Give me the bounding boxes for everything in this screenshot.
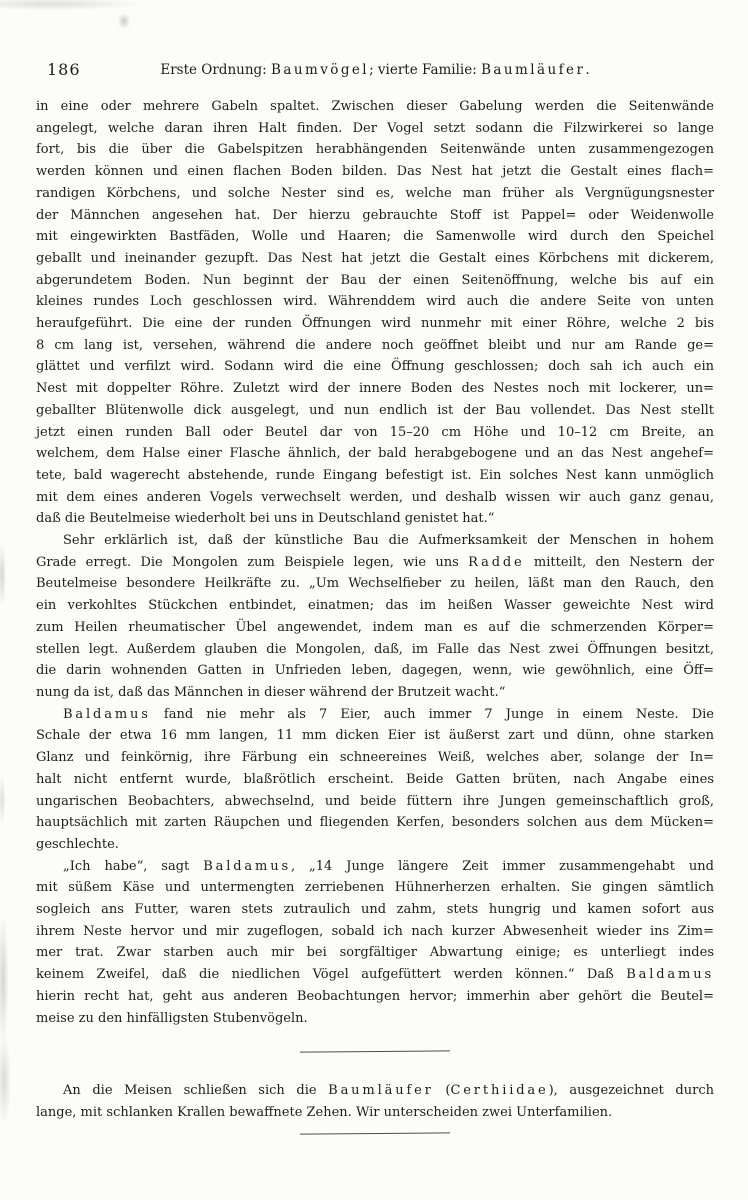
text-line: 8 cm lang ist, versehen, während die andere noch geöffnet bleibt und nur am Rande ge=	[36, 337, 714, 353]
text-line: in eine oder mehrere Gabeln spaltet. Zwischen dieser Gabelung werden die Seitenwände	[36, 99, 714, 114]
spaced-name: Baldamus	[626, 967, 714, 983]
text-line: randigen Körbchens, und solche Nester sind es, welche man früher als Vergnügungsnester	[36, 185, 714, 201]
spaced-name: Baumvögel	[271, 62, 370, 78]
paragraph	[36, 856, 714, 1030]
paragraph	[36, 1080, 714, 1124]
text-line: glättet und verfilzt wird. Sodann wird die eine Öffnung geschlossen; doch sah ich auch ein	[36, 359, 714, 375]
text-line: Grade erregt. Die Mongolen zum Beispiele legen, wie uns Radde mitteilt, den Nestern der	[36, 554, 714, 570]
text-line: mit dem eines anderen Vogels verwechselt werden, und deshalb wissen wir auch ganz genau,	[36, 489, 714, 505]
text-line: Baldamus fand nie mehr als 7 Eier, auch immer 7 Junge in einem Neste. Die	[63, 706, 714, 722]
text-line: mer trat. Zwar starben auch mir bei sorgfältiger Abwartung einige; es unterliegt indes	[36, 945, 714, 961]
text-line: Beutelmeise besondere Heilkräfte zu. „Um Wechselfieber zu heilen, läßt man den Rauch, den	[36, 576, 714, 592]
text-line: tete, bald wagerecht abstehende, runde Eingang befestigt ist. Ein solches Nest kann unmöglich	[36, 467, 714, 483]
text-line: ein verkohltes Stückchen entbindet, einatmen; das im heißen Wasser geweichte Nest wird	[36, 598, 714, 614]
text-line: „Ich habe“, sagt Baldamus, „14 Junge längere Zeit immer zusammengehabt und	[63, 858, 714, 874]
spaced-name: Radde	[468, 554, 525, 570]
page-masthead	[36, 60, 714, 84]
text-line: mit eingewirkten Bastfäden, Wolle und Haaren; die Samenwolle wird durch den Speichel	[36, 229, 714, 245]
text-line: der Männchen angesehen hat. Der hierzu gebrauchte Stoff ist Pappel= oder Weidenwolle	[36, 207, 714, 223]
text-line: nung da ist, daß das Männchen in dieser während der Brutzeit wacht.“	[36, 684, 506, 700]
text-line: hauptsächlich mit zarten Räupchen und fliegenden Kerfen, besonders solchen aus dem Mücken=	[36, 815, 714, 831]
text-line: Glanz und feinkörnig, ihre Färbung ein schneereines Weiß, welches aber, solange der In=	[36, 750, 714, 766]
text-line: Sehr erklärlich ist, daß der künstliche Bau die Aufmerksamkeit der Menschen in hohem	[63, 533, 714, 549]
text-line: hierin recht hat, geht aus anderen Beobachtungen hervor; immerhin aber gehört die Beutel=	[36, 988, 714, 1004]
text-line: die darin wohnenden Gatten in Unfrieden leben, dagegen, wenn, wie gewöhnlich, eine Öff=	[36, 663, 714, 679]
text-line: stellen legt. Außerdem glauben die Mongolen, daß, im Falle das Nest zwei Öffnungen besitzt,	[36, 641, 714, 657]
text-line: zum Heilen rheumatischer Übel angewendet, indem man es auf die schmerzenden Körper=	[36, 619, 714, 635]
paragraph	[36, 96, 714, 530]
text-line: An die Meisen schließen sich die Baumläufer (Certhiidae), ausgezeichnet durch	[63, 1083, 714, 1099]
text-line: werden können und einen flachen Boden bilden. Das Nest hat jetzt die Gestalt eines flach=	[36, 164, 714, 180]
spaced-name: Baldamus	[203, 858, 291, 874]
text-line: geballter Blütenwolle dick ausgelegt, und nun endlich ist der Bau vollendet. Das Nest stellt	[36, 402, 714, 418]
text-line: Nest mit doppelter Röhre. Zuletzt wird der innere Boden des Nestes noch mit lockerer, un=	[36, 381, 714, 397]
page-number: 186	[47, 60, 81, 79]
paragraph	[36, 704, 714, 856]
spaced-name: Baumläufer	[328, 1083, 434, 1099]
text-line: lange, mit schlanken Krallen bewaffnete Zehen. Wir unterscheiden zwei Unterfamilien.	[36, 1105, 613, 1121]
text-line: ihrem Neste hervor und mir zugeflogen, sobald ich nach kurzer Abwesenheit wieder ins Zim=	[36, 923, 714, 939]
text-line: daß die Beutelmeise wiederholt bei uns in Deutschland genistet hat.“	[36, 511, 495, 527]
section-divider	[300, 1051, 450, 1053]
text-line: sogleich ans Futter, waren stets zutraulich und zahm, stets hungrig und kamen sofort aus	[36, 902, 714, 918]
text-line: geballt und ineinander gezupft. Das Nest hat jetzt die Gestalt eines Körbchens mit dickerem,	[36, 250, 714, 266]
running-header: Erste Ordnung: Baumvögel; vierte Familie: Baumläufer.	[160, 62, 590, 78]
spaced-name: Certhiidae	[450, 1083, 549, 1099]
spaced-name: Baldamus	[63, 706, 151, 722]
text-line: mit süßem Käse und untermengten zerriebenen Hühnerherzen erhalten. Sie gingen sämtlich	[36, 880, 714, 896]
text-line: angelegt, welche daran ihren Halt finden. Der Vogel setzt sodann die Filzwirkerei so lange	[36, 120, 714, 136]
text-line: fort, bis die über die Gabelspitzen herabhängenden Seitenwände unten zusammengezogen	[36, 142, 714, 158]
text-line: Schale der etwa 16 mm langen, 11 mm dicken Eier ist äußerst zart und dünn, ohne starken	[36, 728, 714, 744]
text-line: heraufgeführt. Die eine der runden Öffnungen wird nunmehr mit einer Röhre, welche 2 bis	[36, 316, 714, 332]
section-divider	[300, 1133, 450, 1135]
paragraph	[36, 530, 714, 704]
spaced-name: Baumläufer	[481, 62, 586, 78]
text-line: abgerundetem Boden. Nun beginnt der Bau der einen Seitenöffnung, welche bis auf ein	[36, 272, 714, 288]
page-body	[36, 96, 714, 1162]
text-line: jetzt einen runden Ball oder Beutel dar von 15–20 cm Höhe und 10–12 cm Breite, an	[36, 424, 714, 440]
text-line: kleines rundes Loch geschlossen wird. Währenddem wird auch die andere Seite von unten	[36, 294, 714, 310]
text-line: ungarischen Beobachters, abwechselnd, und beide füttern ihre Jungen gemeinschaftlich groß,	[36, 793, 714, 809]
text-line: meise zu den hinfälligsten Stubenvögeln.	[36, 1010, 308, 1026]
text-line: keinem Zweifel, daß die niedlichen Vögel aufgefüttert werden können.“ Daß Baldamus	[36, 967, 714, 983]
text-line: geschlechte.	[36, 836, 119, 852]
text-line: welchem, dem Halse einer Flasche ähnlich, der bald herabgebogene und an das Nest angehef=	[36, 446, 714, 462]
text-line: halt nicht entfernt wurde, blaßrötlich erscheint. Beide Gatten brüten, nach Angabe eines	[36, 771, 714, 787]
